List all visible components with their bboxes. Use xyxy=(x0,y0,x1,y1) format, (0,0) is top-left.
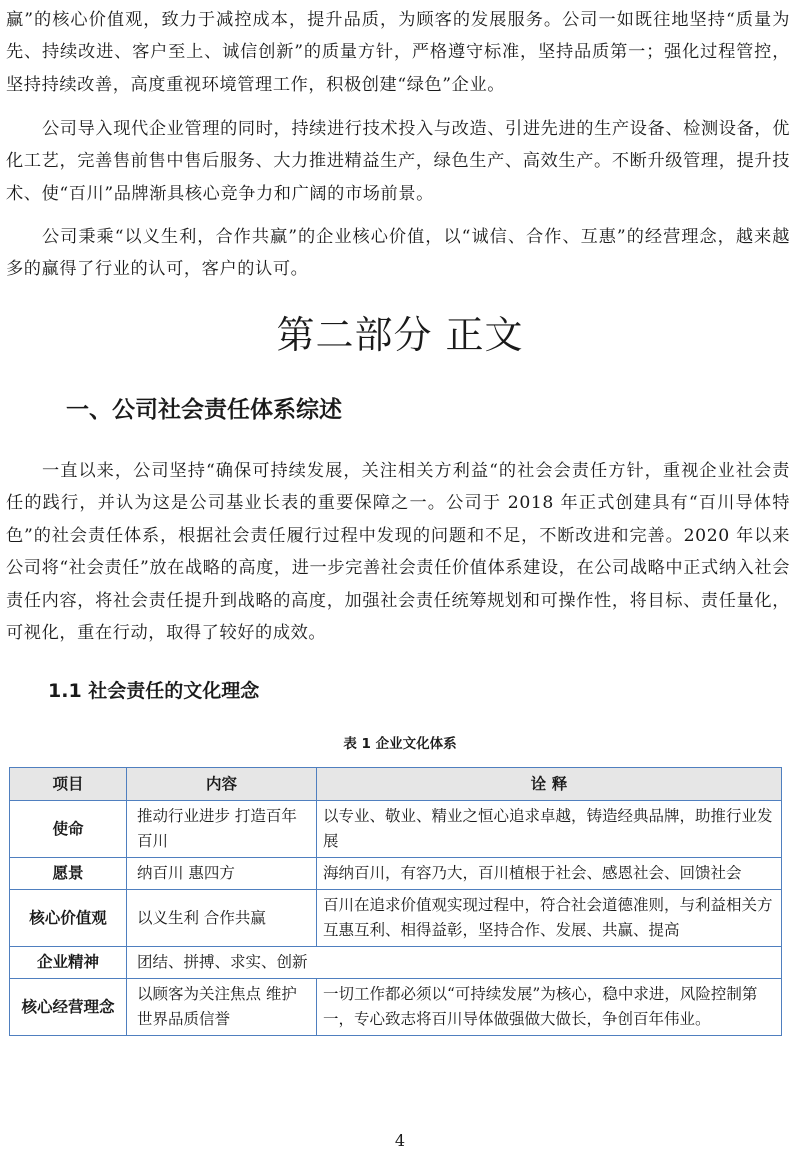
paragraph-csr-overview: 一直以来，公司坚持“确保可持续发展，关注相关方利益“的社会会责任方针，重视企业社会责任的践行，并认为这是公司基业长表的重要保障之一。公司于 2018 年正式创建具有“百川导体特色”的社会责任体系，根据社会责任履行过程中发现的问题和不足，不断改进和完善。2020 年以来公司将“社会责任”放在战略的高度，进一步完善社会责任价值体系建设，在公司战略中正式纳入社会责任内容，将社会责任提升到战略的高度，加强社会责任统筹规划和可操作性，将目标、责任量化，可视化，重在行动，取得了较好的成效。 xyxy=(6,461,790,644)
page-number: 4 xyxy=(394,1131,406,1150)
table-row xyxy=(10,858,782,890)
row-content-vision: 纳百川 惠四方 xyxy=(127,858,317,890)
row-item-core-values: 核心价值观 xyxy=(10,890,127,947)
table-row xyxy=(10,979,782,1036)
table-caption: 表 1 企业文化体系 xyxy=(343,736,457,752)
header-explanation: 诠 释 xyxy=(317,768,782,801)
row-item-business-philosophy: 核心经营理念 xyxy=(10,979,127,1036)
table-row xyxy=(10,890,782,947)
row-explain-mission: 以专业、敬业、精业之恒心追求卓越，铸造经典品牌，助推行业发展 xyxy=(317,801,782,858)
row-content-core-values: 以义生利 合作共赢 xyxy=(127,890,317,947)
row-item-spirit: 企业精神 xyxy=(10,947,127,979)
row-content-spirit: 团结、拼搏、求实、创新 xyxy=(127,947,782,979)
subsection-title: 1.1 社会责任的文化理念 xyxy=(48,680,260,702)
culture-table xyxy=(9,767,782,1036)
header-item: 项目 xyxy=(10,768,127,801)
row-item-mission: 使命 xyxy=(10,801,127,858)
row-item-vision: 愿景 xyxy=(10,858,127,890)
row-explain-business-philosophy: 一切工作都必须以“可持续发展”为核心，稳中求进，风险控制第一，专心致志将百川导体做强做大做长，争创百年伟业。 xyxy=(317,979,782,1036)
paragraph-core-value: 公司秉乘“以义生利，合作共赢”的企业核心价值，以“诚信、合作、互惠”的经营理念，越来越多的赢得了行业的认可，客户的认可。 xyxy=(6,227,790,280)
row-explain-vision: 海纳百川，有容乃大，百川植根于社会、感恩社会、回馈社会 xyxy=(317,858,782,890)
part-title: 第二部分 正文 xyxy=(276,313,524,357)
table-row xyxy=(10,947,782,979)
paragraph-quality-policy: 赢”的核心价值观，致力于减控成本，提升品质，为顾客的发展服务。公司一如既往地坚持“质量为先、持续改进、客户至上、诚信创新”的质量方针，严格遵守标准，坚持品质第一；强化过程管控，坚持持续改善，高度重视环境管理工作，积极创建“绿色”企业。 xyxy=(6,10,790,95)
table-header-row xyxy=(10,768,782,801)
paragraph-modern-management: 公司导入现代企业管理的同时，持续进行技术投入与改造、引进先进的生产设备、检测设备，优化工艺，完善售前售中售后服务、大力推进精益生产，绿色生产、高效生产。不断升级管理，提升技术、使“百川”品牌渐具核心竞争力和广阔的市场前景。 xyxy=(6,119,790,204)
row-content-mission: 推动行业进步 打造百年百川 xyxy=(127,801,317,858)
table-row xyxy=(10,801,782,858)
section-title: 一、公司社会责任体系综述 xyxy=(66,397,342,423)
row-content-business-philosophy: 以顾客为关注焦点 维护世界品质信誉 xyxy=(127,979,317,1036)
row-explain-core-values: 百川在追求价值观实现过程中，符合社会道德准则，与利益相关方互惠互利、相得益彰，坚持合作、发展、共赢、提高 xyxy=(317,890,782,947)
header-content: 内容 xyxy=(127,768,317,801)
